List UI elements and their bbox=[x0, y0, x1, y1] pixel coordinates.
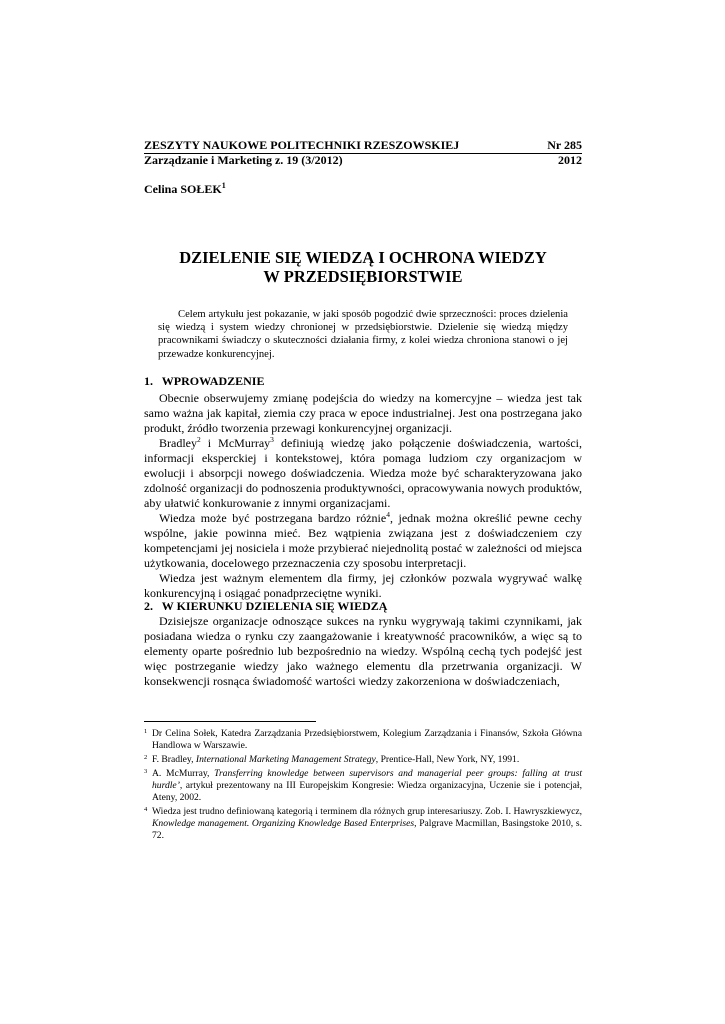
footnote-text: , artykuł prezentowany na III Europejskim Kongresie: Wiedza organizacyjna, Uczenie sie i potencjał, Ateny, 2002. bbox=[152, 780, 582, 803]
text-run: , jednak można określić pewne cechy wspólne, jakie powinna mieć. Bez wątpienia związana jest z doświadczeniem czy kompetencjami jej nosiciela i może przybierać niejednolitą postać w zależności od miejsca użytkowania, docelowego przeznaczenia czy sposobu interpretacji. bbox=[144, 511, 582, 570]
footnote-2 bbox=[144, 754, 582, 766]
footnote-ref: 4 bbox=[386, 510, 390, 519]
title-line-2: W PRZEDSIĘBIORSTWIE bbox=[263, 267, 463, 286]
title-line-1: DZIELENIE SIĘ WIEDZĄ I OCHRONA WIEDZY bbox=[179, 248, 547, 267]
section-2-number: 2. bbox=[144, 599, 153, 613]
text-run: i McMurray bbox=[200, 436, 271, 450]
paragraph: Wiedza jest ważnym elementem dla firmy, jej członków pozwala wygrywać walkę konkurencyjną i osiągać ponadprzeciętne wyniki. bbox=[144, 571, 582, 600]
footnote-text: , Prentice-Hall, New York, NY, 1991. bbox=[375, 754, 520, 765]
footnote-italic-title: Knowledge management. Organizing Knowledge Based Enterprises bbox=[152, 818, 415, 829]
section-1-number: 1. bbox=[144, 374, 153, 388]
author bbox=[144, 181, 226, 197]
author-footnote-mark: 1 bbox=[221, 181, 226, 190]
journal-year: 2012 bbox=[558, 153, 582, 167]
abstract: Celem artykułu jest pokazanie, w jaki sposób pogodzić dwie sprzeczności: proces dzielenia się wiedzą i system wiedzy chronionej w przedsiębiorstwie. Dzielenie się wiedzą między pracownikami świadczy o skuteczności działania firmy, z kolei wiedza chroniona stanowi o jej przewadze konkurencyjnej. bbox=[158, 309, 568, 360]
section-2-title: W KIERUNKU DZIELENIA SIĘ WIEDZĄ bbox=[161, 599, 388, 613]
paragraph bbox=[144, 511, 582, 571]
footnote-1 bbox=[144, 728, 582, 752]
footnote-ref: 3 bbox=[270, 435, 274, 444]
footnote-divider bbox=[144, 721, 316, 722]
journal-series-line bbox=[144, 153, 582, 167]
section-2-heading bbox=[144, 599, 387, 613]
footnote-italic-title: Transferring knowledge between supervisors and managerial peer groups: falling at trust hurdle’ bbox=[152, 768, 582, 791]
footnote-3 bbox=[144, 768, 582, 804]
journal-title: ZESZYTY NAUKOWE POLITECHNIKI RZESZOWSKIEJ bbox=[144, 138, 460, 152]
footnote-number: 3 bbox=[144, 768, 148, 775]
paper-title bbox=[144, 248, 582, 286]
footnote-text: A. McMurray, bbox=[152, 768, 215, 779]
section-1-body bbox=[144, 391, 582, 601]
footnote-text: F. Bradley, bbox=[152, 754, 196, 765]
footnote-text: Dr Celina Sołek, Katedra Zarządzania Przedsiębiorstwem, Kolegium Zarządzania i Finansów, Szkoła Główna Handlowa w Warszawie. bbox=[152, 728, 582, 751]
text-run: Wiedza może być postrzegana bardzo różnie bbox=[159, 511, 387, 525]
journal-series: Zarządzanie i Marketing z. 19 (3/2012) bbox=[144, 153, 343, 167]
section-2-body bbox=[144, 614, 582, 689]
footnote-number: 2 bbox=[144, 754, 148, 761]
paragraph: Dzisiejsze organizacje odnoszące sukces na rynku wygrywają takimi czynnikami, jak posiadana wiedza o rynku czy zaangażowanie i kreatywność pracowników, a więc są to elementy oparte pośrednio lub bezpośrednio na wiedzy. Wspólną cechą tych podejść jest więc postrzeganie wiedzy jako ważnego elementu dla przetrwania organizacji. W konsekwencji rosnąca świadomość wartości wiedzy zakorzeniona w doświadczeniach, bbox=[144, 614, 582, 688]
paragraph bbox=[144, 436, 582, 511]
footnote-text: Wiedza jest trudno definiowaną kategorią i terminem dla różnych grup interesariuszy. Zob. I. Hawryszkiewycz, bbox=[152, 806, 582, 817]
footnote-ref: 2 bbox=[197, 435, 201, 444]
footnote-number: 1 bbox=[144, 728, 148, 735]
journal-header bbox=[144, 138, 582, 154]
footnote-text: , Palgrave Macmillan, Basingstoke 2010, s. 72. bbox=[152, 818, 582, 841]
paragraph: Obecnie obserwujemy zmianę podejścia do wiedzy na komercyjne – wiedza jest tak samo ważna jak kapitał, ziemia czy praca w epoce industrialnej. Jest ona postrzegana jako produkt, źródło tworzenia przewagi konkurencyjnej organizacji. bbox=[144, 391, 582, 435]
footnote-number: 4 bbox=[144, 806, 148, 813]
text-run: definiują wiedzę jako połączenie doświadczenia, wartości, informacji eksperckiej i kontekstowej, która pomaga ludziom czy organizacjom w ewolucji i absorpcji nowego doświadczenia. Wiedza może być scharakteryzowana jako zdolność organizacji do podnoszenia produktywności, opracowywania nowych produktów, aby ułatwić konkurowanie z innymi organizacjami. bbox=[144, 436, 583, 510]
text-run: Bradley bbox=[159, 436, 197, 450]
author-name: Celina SOŁEK bbox=[144, 182, 222, 196]
footnote-4 bbox=[144, 806, 582, 842]
footnotes bbox=[144, 728, 582, 844]
journal-number: Nr 285 bbox=[547, 138, 582, 152]
footnote-italic-title: International Marketing Management Strategy bbox=[195, 754, 376, 765]
section-1-heading bbox=[144, 374, 264, 388]
section-1-title: WPROWADZENIE bbox=[161, 374, 265, 388]
